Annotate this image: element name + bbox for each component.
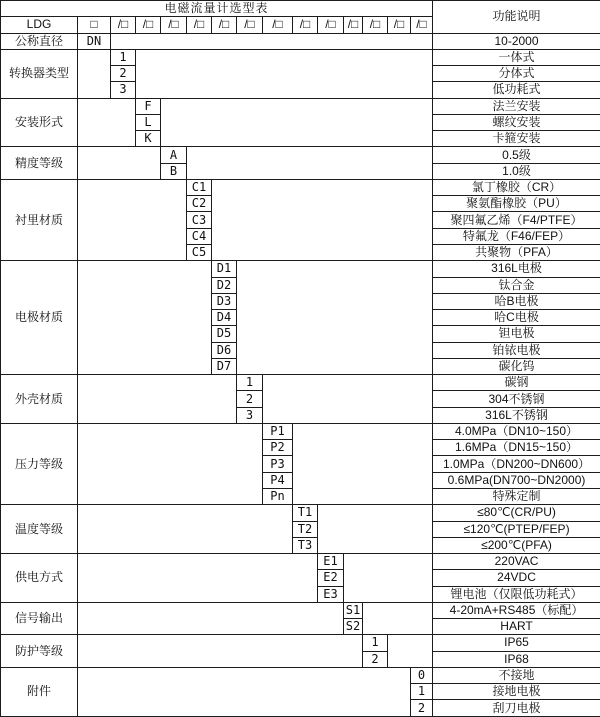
desc-cell: 10-2000 <box>433 33 600 49</box>
section-label-pressure-grade: 压力等级 <box>1 423 78 504</box>
desc-cell: ≤120℃(PTEP/FEP) <box>433 521 600 537</box>
model-prefix-ldg: LDG <box>1 17 78 33</box>
model-code-slot: /□ <box>411 17 433 33</box>
desc-cell: 316L电极 <box>433 261 600 277</box>
spacer-cell <box>78 98 136 147</box>
code-cell: D7 <box>212 358 237 374</box>
desc-cell: 分体式 <box>433 66 600 82</box>
desc-cell: 304不锈钢 <box>433 391 600 407</box>
code-cell: F <box>136 98 161 114</box>
code-cell: C1 <box>187 179 212 195</box>
model-code-slot: /□ <box>237 17 263 33</box>
section-label-temperature-grade: 温度等级 <box>1 505 78 554</box>
desc-cell: 特氟龙（F46/FEP） <box>433 228 600 244</box>
desc-cell: 24VDC <box>433 570 600 586</box>
code-cell: 1 <box>411 684 433 700</box>
desc-cell: 哈C电极 <box>433 310 600 326</box>
spacer-cell <box>187 147 433 180</box>
desc-cell: 螺纹安装 <box>433 114 600 130</box>
desc-cell: 锂电池（仅限低功耗式） <box>433 586 600 602</box>
code-cell: P2 <box>263 440 293 456</box>
desc-cell: 不接地 <box>433 667 600 683</box>
desc-cell: 刮刀电极 <box>433 700 600 716</box>
spacer-cell <box>318 505 433 554</box>
code-cell: T3 <box>293 537 318 553</box>
desc-cell: 聚氨酯橡胶（PU） <box>433 196 600 212</box>
code-cell: P4 <box>263 472 293 488</box>
table-title: 电磁流量计选型表 <box>1 1 433 17</box>
desc-cell: 1.6MPa（DN15~150） <box>433 440 600 456</box>
code-cell: D3 <box>212 293 237 309</box>
spacer-cell <box>363 602 433 635</box>
desc-cell: 法兰安装 <box>433 98 600 114</box>
model-code-slot: /□ <box>363 17 388 33</box>
desc-cell: 碳化钨 <box>433 358 600 374</box>
spacer-cell <box>293 423 433 504</box>
desc-cell: 1.0级 <box>433 163 600 179</box>
code-cell: 3 <box>237 407 263 423</box>
section-label-lining-material: 衬里材质 <box>1 179 78 260</box>
spacer-cell <box>78 667 411 716</box>
desc-cell: 钽电极 <box>433 326 600 342</box>
model-code-slot: /□ <box>187 17 212 33</box>
function-description-header: 功能说明 <box>433 1 600 34</box>
desc-cell: IP65 <box>433 635 600 651</box>
spacer-cell <box>78 49 111 98</box>
code-cell: 2 <box>237 391 263 407</box>
code-cell: C4 <box>187 228 212 244</box>
spacer-cell <box>388 635 433 668</box>
model-code-slot: /□ <box>136 17 161 33</box>
spacer-cell <box>78 602 344 635</box>
spacer-cell <box>78 179 187 260</box>
code-cell: K <box>136 131 161 147</box>
desc-cell: 0.5级 <box>433 147 600 163</box>
code-cell: 1 <box>363 635 388 651</box>
code-cell: P1 <box>263 423 293 439</box>
code-cell: E1 <box>318 554 344 570</box>
code-cell: S2 <box>344 619 363 635</box>
code-cell: D5 <box>212 326 237 342</box>
desc-cell: 1.0MPa（DN200~DN600） <box>433 456 600 472</box>
code-cell: C3 <box>187 212 212 228</box>
section-label-nominal-diameter: 公称直径 <box>1 33 78 49</box>
spacer-cell <box>111 33 433 49</box>
model-code-slot: /□ <box>161 17 187 33</box>
spacer-cell <box>78 375 237 424</box>
desc-cell: 4.0MPa（DN10~150） <box>433 423 600 439</box>
desc-cell: 碳钢 <box>433 375 600 391</box>
desc-cell: HART <box>433 619 600 635</box>
model-code-slot: /□ <box>263 17 293 33</box>
desc-cell: 4-20mA+RS485（标配） <box>433 602 600 618</box>
section-label-housing-material: 外壳材质 <box>1 375 78 424</box>
code-cell: C5 <box>187 244 212 260</box>
desc-cell: 共聚物（PFA） <box>433 244 600 260</box>
code-cell: 3 <box>111 82 136 98</box>
code-cell: 2 <box>363 651 388 667</box>
code-cell: B <box>161 163 187 179</box>
code-cell: Pn <box>263 488 293 504</box>
spacer-cell <box>78 147 161 180</box>
code-cell: D6 <box>212 342 237 358</box>
spacer-cell <box>237 261 433 375</box>
desc-cell: 聚四氟乙烯（F4/PTFE） <box>433 212 600 228</box>
model-code-slot: /□ <box>293 17 318 33</box>
model-code-slot: /□ <box>318 17 344 33</box>
desc-cell: 316L不锈钢 <box>433 407 600 423</box>
desc-cell: ≤200℃(PFA) <box>433 537 600 553</box>
code-cell: L <box>136 114 161 130</box>
code-cell: P3 <box>263 456 293 472</box>
code-cell: C2 <box>187 196 212 212</box>
section-label-converter-type: 转换器类型 <box>1 49 78 98</box>
section-label-electrode-material: 电极材质 <box>1 261 78 375</box>
model-code-box: □ <box>78 17 111 33</box>
desc-cell: 铂铱电极 <box>433 342 600 358</box>
spacer-cell <box>161 98 433 147</box>
code-cell: 2 <box>411 700 433 716</box>
desc-cell: 220VAC <box>433 554 600 570</box>
model-code-slot: /□ <box>111 17 136 33</box>
code-cell: 1 <box>111 49 136 65</box>
code-cell: D1 <box>212 261 237 277</box>
spacer-cell <box>78 635 363 668</box>
code-cell: D2 <box>212 277 237 293</box>
code-cell: S1 <box>344 602 363 618</box>
spacer-cell <box>344 554 433 603</box>
desc-cell: 氯丁橡胶（CR） <box>433 179 600 195</box>
code-cell: 0 <box>411 667 433 683</box>
code-cell: T2 <box>293 521 318 537</box>
desc-cell: 一体式 <box>433 49 600 65</box>
section-label-accessories: 附件 <box>1 667 78 716</box>
desc-cell: 0.6MPa(DN700~DN2000) <box>433 472 600 488</box>
section-label-power-supply: 供电方式 <box>1 554 78 603</box>
desc-cell: 卡箍安装 <box>433 131 600 147</box>
code-cell: A <box>161 147 187 163</box>
code-cell: 1 <box>237 375 263 391</box>
desc-cell: 接地电极 <box>433 684 600 700</box>
spacer-cell <box>136 49 433 98</box>
section-label-accuracy-grade: 精度等级 <box>1 147 78 180</box>
section-label-installation-type: 安装形式 <box>1 98 78 147</box>
model-code-slot: /□ <box>388 17 411 33</box>
desc-cell: 钛合金 <box>433 277 600 293</box>
section-label-protection-grade: 防护等级 <box>1 635 78 668</box>
spacer-cell <box>78 554 318 603</box>
model-code-slot: /□ <box>212 17 237 33</box>
code-cell: 2 <box>111 66 136 82</box>
spacer-cell <box>263 375 433 424</box>
spacer-cell <box>212 179 433 260</box>
desc-cell: 特殊定制 <box>433 488 600 504</box>
code-cell: D4 <box>212 310 237 326</box>
desc-cell: ≤80℃(CR/PU) <box>433 505 600 521</box>
desc-cell: IP68 <box>433 651 600 667</box>
model-code-slot: /□ <box>344 17 363 33</box>
section-label-signal-output: 信号输出 <box>1 602 78 635</box>
code-cell: T1 <box>293 505 318 521</box>
spacer-cell <box>78 423 263 504</box>
spacer-cell <box>78 261 212 375</box>
desc-cell: 哈B电极 <box>433 293 600 309</box>
code-cell: E2 <box>318 570 344 586</box>
spacer-cell <box>78 505 293 554</box>
code-cell: DN <box>78 33 111 49</box>
desc-cell: 低功耗式 <box>433 82 600 98</box>
code-cell: E3 <box>318 586 344 602</box>
